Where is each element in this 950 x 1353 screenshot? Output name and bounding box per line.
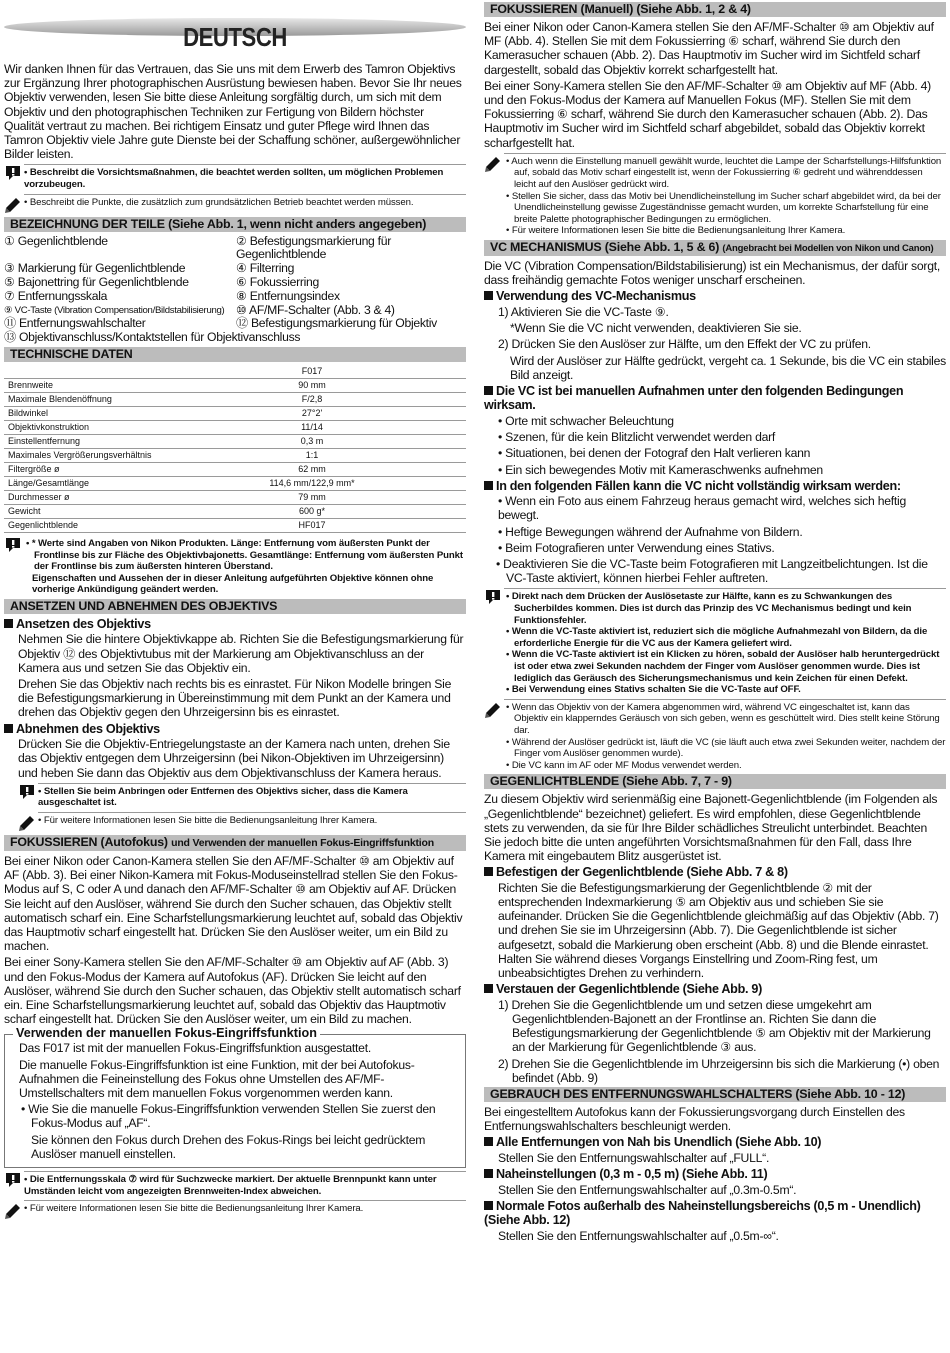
hood-attach-text: Richten Sie die Befestigungsmarkierung der Gegenlichtblende ② mit der entsprechenden Indexmarkierung ⑤ am Objektiv aus und schieben Sie sie aufeinander. Drücken Sie die Gegenlichtblende gleichmäßig auf das Objektiv (Abb. 7) und drehen Sie sie im Uhrzeigersinn (Abb. 7). Die Gegenlichtblende ist sicher aufgesetzt, sobald die Markierung oben erscheint (Abb. 8) und die Blende einrastet. Halten Sie während dieses Vorgangs Einstellring und Zoom-Ring fest, um unbeabsichtigtes Drehen zu verhindern. (498, 880, 939, 981)
table-row: Einstellentfernung 0,3 m (4, 434, 466, 448)
vc-caution-item: • Wenn die VC-Taste aktiviert ist, reduziert sich die mögliche Aufnahmezahl von Bildern, da die erforderliche Energie für die VC aus der Kamera geliefert wird. (506, 626, 928, 649)
legend-memo-text: • Beschreibt die Punkte, die zusätzlich zum grundsätzlichen Betrieb beachtet werden müssen. (24, 194, 466, 209)
af-text-1: Bei einer Nikon oder Canon-Kamera stellen Sie den AF/MF-Schalter ⑩ am Objektiv auf AF (Abb. 3). Bei einer Nikon-Kamera mit Fokus-Moduseinstellrad stellen Sie den Fokus-Modus auf S, C oder A und danach den AF/MF-Schalter ⑩ am Objektiv auf AF. Drücken Sie leicht auf den Auslöser, während Sie durch den Sucher schauen, das Objektiv stellt automatisch scharf ein. Eine Scharfstellungsmarkierung leuchtet auf, sobald das Objektiv das Hauptmotiv scharf eingestellt hat. Drücken Sie den Auslöser weiter, um ein Bild zu machen. (4, 853, 463, 954)
vc-limit-item: • Wenn ein Foto aus einem Fahrzeug heraus gemacht wird, welches sich heftig bewegt. (498, 494, 907, 523)
part-item: ① Gegenlichtblende (4, 233, 108, 248)
vc-limit-item: • Heftige Bewegungen während der Aufnahme von Bildern. (498, 524, 803, 539)
mf-override-text-1: Das F017 ist mit der manuellen Fokus-Eingriffsfunktion ausgestattet. (19, 1041, 371, 1056)
vc-step-2: 2) Drücken Sie den Auslöser zur Hälfte, um den Effekt der VC zu prüfen. (498, 337, 871, 352)
hood-store-step-1: 1) Drehen Sie die Gegenlichtblende um und setzen diese umgekehrt am Gegenlichtblenden-Bajonett an der Frontlinse an. Richten Sie dann die Befestigungsmarkierung der Gegenlichtblende ⑤ am Objektiv mit der Markierung an der Markierung für Gegenlichtblende ③ aus. (498, 997, 931, 1055)
mf-text-1: Bei einer Nikon oder Canon-Kamera stellen Sie den AF/MF-Schalter ⑩ am Objektiv auf MF (Abb. 4). Stellen Sie mit dem Fokussierring ⑥ scharf, während Sie durch den Kamerasucher schauen (Abb. 2). Das Hauptmotiv im Sucher wird im Sichtfeld scharf dargestellt, sobald das Objektiv korrekt scharfgestellt hat. (484, 20, 934, 77)
mount-attach-text-2: Drehen Sie das Objektiv nach rechts bis es einrastet. Für Nikon Modelle bringen Sie die Befestigungsmarkierung in Übereinstimmung mit dem Punkt an der Kamera und drehen das Objektiv gegen den Uhrzeigersinn bis es einrastet. (18, 677, 452, 720)
mf-override-text-3: • Wie Sie die manuelle Fokus-Eingriffsfunktion verwenden Stellen Sie zuerst den Fokus-Modus auf „AF“. (21, 1102, 436, 1131)
part-item: ⑧ Entfernungsindex (236, 288, 340, 303)
mf-override-title: Verwenden der manuellen Fokus-Eingriffsfunktion (13, 1026, 320, 1040)
legend-caution-text: • Beschreibt die Vorsichtsmaßnahmen, die beachtet werden sollten, um möglichen Problemen vorzubeugen. (24, 164, 466, 190)
hood-heading: GEGENLICHTBLENDE (Siehe Abb. 7, 7 - 9) (484, 774, 946, 789)
vc-step-2b: Wird der Auslöser zur Hälfte gedrückt, vergeht ca. 1 Sekunde, bis die VC ein stabiles Bild anzeigt. (510, 353, 947, 382)
mf-override-text-2: Die manuelle Fokus-Eingriffsfunktion ist eine Funktion, mit der bei Autofokus-Aufnahmen die Feineinstellung des Fokus ohne Umstellen des AF/MF-Umstellschalters mit dem manuellen Fokus vorgenommen werden kann. (19, 1057, 415, 1101)
mount-memo-text: • Für weitere Informationen lesen Sie bitte die Bedienungsanleitung Ihrer Kamera. (38, 812, 466, 827)
mf-heading: FOKUSSIEREN (Manuell) (Siehe Abb. 1, 2 & 4) (484, 2, 946, 17)
caution-icon (484, 588, 504, 608)
hood-attach-title: Befestigen der Gegenlichtblende (Siehe Abb. 7 & 8) (484, 865, 946, 880)
page-title: DEUTSCH (183, 22, 287, 52)
part-item: ⑩ AF/MF-Schalter (Abb. 3 & 4) (236, 302, 395, 317)
vc-step-1b: *Wenn Sie die VC nicht verwenden, deaktivieren Sie sie. (510, 321, 802, 336)
af-memo-text: • Für weitere Informationen lesen Sie bitte die Bedienungsanleitung Ihrer Kamera. (24, 1200, 466, 1215)
caution-icon (4, 536, 24, 556)
part-item: ⑫ Befestigungsmarkierung für Objektiv (236, 316, 437, 331)
spec-caution (4, 536, 466, 596)
caution-icon (18, 783, 38, 803)
vc-text: Die VC (Vibration Compensation/Bildstabilisierung) ist ein Mechanismus, der dafür sorgt, dass freihändig gemachte Fotos weniger unscharf erscheinen. (484, 258, 941, 288)
table-row: Gewicht 600 g* (4, 504, 466, 518)
vc-heading: VC MECHANISMUS (Siehe Abb. 1, 5 & 6) (Angebracht bei Modellen von Nikon und Canon) (484, 240, 946, 256)
memo-icon (4, 194, 24, 214)
hood-text: Zu diesem Objektiv wird serienmäßig eine Bajonett-Gegenlichtblende (im Folgenden als „Gegenlichtblende“ bezeichnet) geliefert. Es wird empfohlen, diese Gegenlichtblende stets zu verwenden, da sie für Ihre Bilder schädliches Streulicht unterbindet. Beachten Sie jedoch bitte die unten angeführten Vorsichtsmaßnahmen für den Fall, dass Ihre Kamera mit eingebautem Blitz ausgerüstet ist. (484, 792, 938, 864)
vc-manual-item: • Ein sich bewegendes Motiv mit Kameraschwenks aufnehmen (498, 462, 823, 477)
limiter-near-title: Naheinstellungen (0,3 m - 0,5 m) (Siehe Abb. 11) (484, 1167, 946, 1182)
left-column (4, 0, 466, 1223)
spec-table (4, 365, 466, 533)
legend-memo (4, 194, 466, 214)
vc-manual-item: • Szenen, für die kein Blitzlicht verwendet werden darf (498, 430, 776, 445)
mf-memo-item: • Auch wenn die Einstellung manuell gewählt wurde, leuchtet die Lampe der Scharfstellungs-Hilfsfunktion auf, sobald das Motiv scharf eingestellt ist, wenn der Fokussierring ⑥ gedreht und währenddessen leicht auf den Auslöser gedrückt wird. (506, 155, 942, 191)
mount-detach-text: Drücken Sie die Objektiv-Entriegelungstaste an der Kamera nach unten, drehen Sie das Objektiv entgegen dem Uhrzeigersinn (bei Nikon-Objektiven im Uhrzeigersinn) und heben Sie dann das Objektiv aus dem Objektivanschluss der Kamera heraus. (18, 737, 450, 780)
vc-caution-item: • Direkt nach dem Drücken der Auslösetaste zur Hälfte, kann es zu Schwankungen des Sucherbildes kommen. Dies ist durch das Prinzip des VC Mechanismus bedingt und kein Funktionsfehler. (506, 591, 912, 626)
limiter-full-title: Alle Entfernungen von Nah bis Unendlich (Siehe Abb. 10) (484, 1135, 946, 1150)
vc-manual-title: Die VC ist bei manuellen Aufnahmen unter den folgenden Bedingungen wirksam. (484, 384, 946, 413)
table-row: Brennweite 90 mm (4, 378, 466, 392)
parts-list-last (4, 331, 466, 345)
table-row: Maximales Vergrößerungsverhältnis 1:1 (4, 448, 466, 462)
mf-memo (484, 153, 946, 237)
mf-override-text-4: Sie können den Fokus durch Drehen des Fokus-Rings bei leicht gedrücktem Auslöser manuell einstellen. (31, 1132, 426, 1161)
mf-memo-item: • Stellen Sie sicher, dass das Motiv bei Unendlicheinstellung im Sucher scharf abgebildet wird, da bei der Unendlicheinstellung gewisse Zugeständnisse gemacht wurden, um korrekte Scharfstellung für eine breite Palette photographischer Bedingungen zu ermöglichen. (506, 190, 941, 225)
spec-heading: TECHNISCHE DATEN (4, 347, 466, 362)
mount-attach-title: Ansetzen des Objektivs (4, 617, 466, 632)
limiter-full-text: Stellen Sie den Entfernungswahlschalter auf „FULL“. (498, 1150, 770, 1165)
table-row: Filtergröße ø 62 mm (4, 462, 466, 476)
spec-note: • * Werte sind Angaben von Nikon Produkten. Länge: Entfernung vom äußersten Punkt der Frontlinse bis zur Fläche des Objektivbajonetts. Gesamtlänge: Entfernung vom äußersten Punkt der Frontlinse bis zum äußersten hinteren Überstand. (26, 537, 463, 573)
memo-icon (4, 1200, 24, 1220)
vc-step-1: 1) Aktivieren Sie die VC-Taste ⑨. (498, 304, 669, 319)
mount-caution-text: • Stellen Sie beim Anbringen oder Entfernen des Objektivs sicher, dass die Kamera ausgeschaltet ist. (38, 783, 466, 809)
part-item: ④ Filterring (236, 261, 295, 276)
parts-list (4, 235, 466, 332)
limiter-text: Bei eingestelltem Autofokus kann der Fokussierungsvorgang durch Einstellen des Entfernungswahlschalters beschleunigt werden. (484, 1105, 905, 1134)
part-item: ② Befestigungsmarkierung für Gegenlichtblende (236, 233, 391, 262)
limiter-far-text: Stellen Sie den Entfernungswahlschalter auf „0.5m-∞“. (498, 1228, 779, 1243)
part-item: ⑪ Entfernungswahlschalter (4, 316, 146, 331)
vc-use-title: Verwendung des VC-Mechanismus (484, 289, 946, 304)
table-row: Maximale Blendenöffnung F/2,8 (4, 392, 466, 406)
mount-memo (4, 812, 466, 832)
vc-caution (484, 588, 946, 695)
limiter-heading: GEBRAUCH DES ENTFERNUNGSWAHLSCHALTERS (Siehe Abb. 10 - 12) (484, 1087, 946, 1102)
caution-icon (4, 164, 24, 184)
table-row (4, 365, 466, 379)
memo-icon (18, 812, 38, 832)
limiter-near-text: Stellen Sie den Entfernungswahlschalter auf „0.3m-0.5m“. (498, 1182, 797, 1197)
mf-text-2: Bei einer Sony-Kamera stellen Sie den AF/MF-Schalter ⑩ am Objektiv auf MF (Abb. 4) und den Fokus-Modus der Kamera auf Manuellen Fokus (MF). Stellen Sie mit dem Fokussierring ⑥ scharf, während Sie durch den Kamerasucher schauen (Abb. 2). Das Hauptmotiv im Sucher wird im Sichtfeld scharf abgebildet, sobald das Objektiv korrekt scharfgestellt hat. (484, 78, 931, 150)
af-caution (4, 1171, 466, 1197)
hood-store-step-2: 2) Drehen Sie die Gegenlichtblende im Uhrzeigersinn bis sich die Markierung (•) oben befindet (Abb. 9) (498, 1056, 940, 1085)
vc-limit-item: • Deaktivieren Sie die VC-Taste beim Fotografieren mit Langzeitbelichtungen. Ist die VC-Taste aktiviert, können hierbei Fehler auftreten. (496, 557, 928, 586)
spec-model: F017 (158, 365, 466, 379)
parts-heading: BEZEICHNUNG DER TEILE (Siehe Abb. 1, wenn nicht anders angegeben) (4, 217, 466, 232)
vc-memo-item: • Die VC kann im AF oder MF Modus verwendet werden. (506, 759, 742, 771)
vc-manual-item: • Orte mit schwacher Beleuchtung (498, 413, 674, 428)
vc-caution-item: • Bei Verwendung eines Stativs schalten Sie die VC-Taste auf OFF. (506, 684, 801, 696)
spec-note-2: Eigenschaften und Aussehen der in dieser Anleitung aufgeführten Objektive können ohne vorherige Ankündigung geändert werden. (32, 572, 434, 596)
vc-limit-item: • Beim Fotografieren unter Verwendung eines Stativs. (498, 540, 775, 555)
legend-caution (4, 164, 466, 190)
part-item: ⑨ VC-Taste (Vibration Compensation/Bildstabilisierung) (4, 304, 225, 316)
title-banner (4, 0, 466, 52)
af-caution-text: • Die Entfernungsskala ⑦ wird für Suchzwecke markiert. Der aktuelle Brennpunkt kann unter Umständen leicht vom angezeigten Brennweiten-Index abweichen. (24, 1171, 466, 1197)
table-row: Objektivkonstruktion 11/14 (4, 420, 466, 434)
table-row: Durchmesser ø 79 mm (4, 490, 466, 504)
part-item: ⑤ Bajonettring für Gegenlichtblende (4, 275, 189, 289)
vc-limit-title: In den folgenden Fällen kann die VC nicht vollständig wirksam werden: (484, 479, 946, 494)
part-item: ⑥ Fokussierring (236, 275, 319, 289)
vc-caution-item: • Wenn die VC-Taste aktiviert ist ein Klicken zu hören, sobald der Auslöser halb heruntergedrückt ist oder etwa zwei Sekunden nachdem der Finger vom Auslöser genommen wurde. Dies ist lediglich das Geräusch des Sicherungsmechanismus und kein Zeichen für einen Defekt. (506, 649, 940, 684)
af-memo (4, 1200, 466, 1220)
vc-memo-item: • Während der Auslöser gedrückt ist, läuft die VC (sie läuft auch etwa zwei Sekunden weiter, nachdem der Finger vom Auslöser genommen wurde). (506, 736, 946, 760)
mf-override-box (4, 1026, 466, 1168)
right-column (484, 0, 946, 1245)
memo-icon (484, 699, 504, 719)
mf-memo-item: • Für weitere Informationen lesen Sie bitte die Bedienungsanleitung Ihrer Kamera. (506, 225, 846, 237)
af-heading: FOKUSSIEREN (Autofokus) und Verwenden der manuellen Fokus-Eingriffsfunktion (4, 835, 466, 851)
af-text-2: Bei einer Sony-Kamera stellen Sie den AF/MF-Schalter ⑩ am Objektiv auf AF (Abb. 3) und den Fokus-Modus der Kamera auf Autofokus (AF). Drücken Sie leicht auf den Auslöser, während Sie durch den Sucher schauen, das Objektiv stellt automatisch scharf ein. Eine Scharfstellungsmarkierung leuchtet auf, sobald das Objektiv das Hauptmotiv scharf eingestellt hat. Drücken Sie den Auslöser weiter, um ein Bild zu machen. (4, 955, 461, 1027)
memo-icon (484, 153, 504, 173)
intro-text: Wir danken Ihnen für das Vertrauen, das Sie uns mit dem Erwerb des Tamron Objektivs zur Ergänzung Ihrer photographischen Ausrüstung bewiesen haben. Bevor Sie Ihr neues Objektiv verwenden, lesen Sie bitte diese Anleitung sorgfältig durch, um sich mit dem Objektiv und den photographischen Techniken zur Fertigung von Bildern höchster Qualität vertraut zu machen. Bei richtigem Einsatz und guter Pflege wird Ihnen das Tamron Objektiv viele Jahre gute Dienste bei der Schaffung schöner, außergewöhnlicher Bilder leisten. (4, 62, 462, 162)
mount-heading: ANSETZEN UND ABNEHMEN DES OBJEKTIVS (4, 599, 466, 614)
part-item: ③ Markierung für Gegenlichtblende (4, 261, 186, 276)
vc-memo-item: • Wenn das Objektiv von der Kamera abgenommen wird, während VC eingeschaltet ist, kann das Objektiv ein klapperndes Geräusch von sich geben, wenn es geschüttelt wird. Dies stellt keine Störung dar. (506, 701, 940, 736)
part-item: ⑦ Entfernungsskala (4, 288, 108, 303)
vc-memo (484, 699, 946, 772)
mount-caution (4, 783, 466, 809)
caution-icon (4, 1171, 24, 1191)
table-row: Bildwinkel 27°2' (4, 406, 466, 420)
vc-manual-item: • Situationen, bei denen der Fotograf den Halt verlieren kann (498, 446, 811, 461)
part-item: ⑬ Objektivanschluss/Kontaktstellen für Objektivanschluss (4, 330, 301, 345)
mount-detach-title: Abnehmen des Objektivs (4, 722, 466, 737)
limiter-far-title: Normale Fotos außerhalb des Naheinstellungsbereichs (0,5 m - Unendlich) (Siehe Abb. 12) (484, 1199, 946, 1228)
hood-store-title: Verstauen der Gegenlichtblende (Siehe Abb. 9) (484, 982, 946, 997)
mount-attach-text-1: Nehmen Sie die hintere Objektivkappe ab. Richten Sie die Befestigungsmarkierung für Objektiv ⑫ des Objektivtubus mit der Markierung am Objektivanschluss an der Kamera aus und setzen Sie das Objektiv ein. (18, 632, 464, 675)
table-row: Gegenlichtblende HF017 (4, 518, 466, 532)
table-row: Länge/Gesamtlänge 114,6 mm/122,9 mm* (4, 476, 466, 490)
